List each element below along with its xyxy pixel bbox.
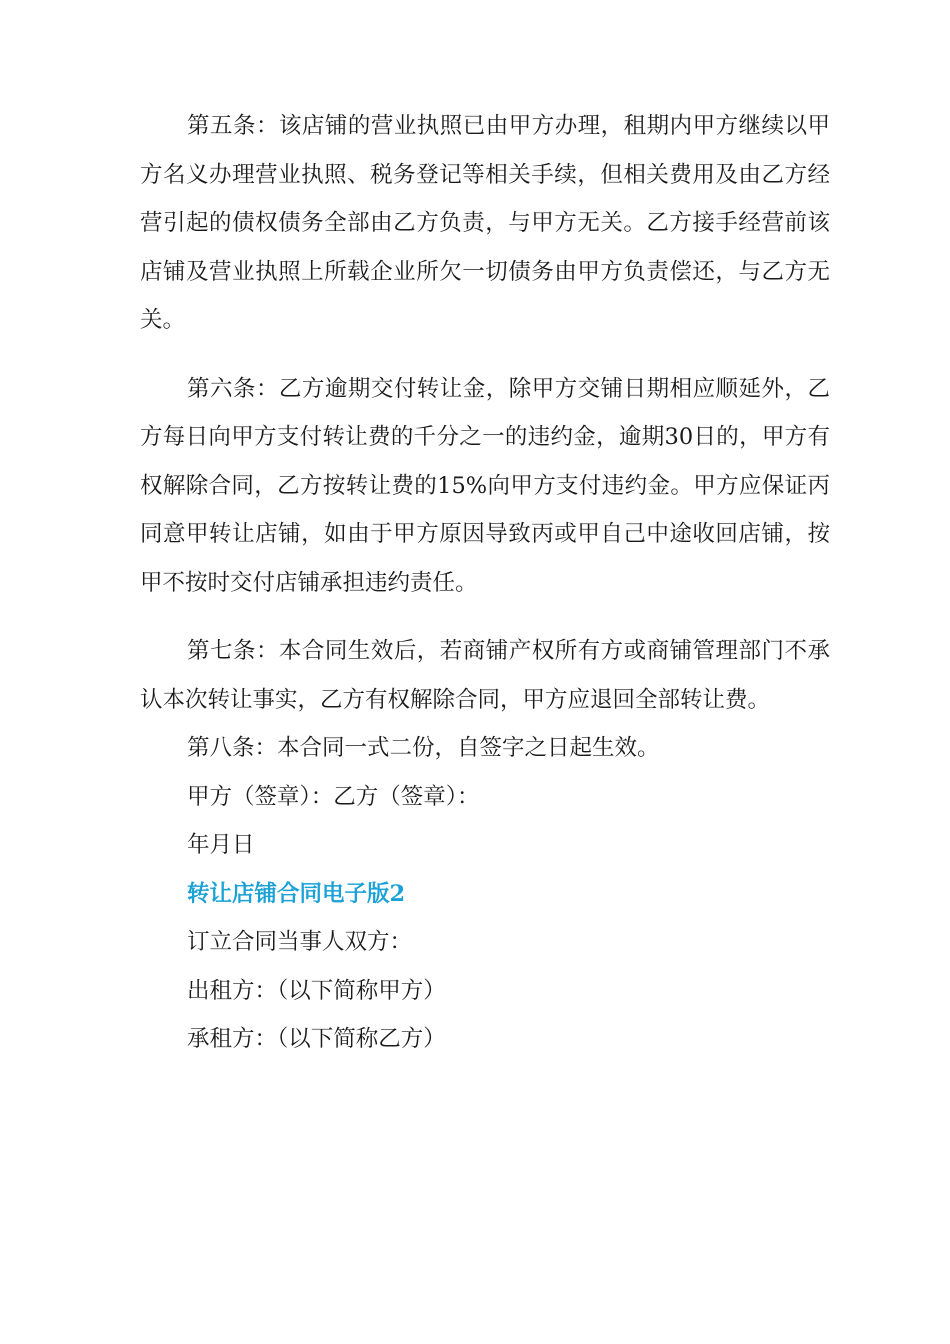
article-7-paragraph: 第七条：本合同生效后，若商铺产权所有方或商铺管理部门不承认本次转让事实，乙方有权解除合同，甲方应退回全部转让费。 <box>140 638 830 713</box>
document-body <box>140 102 830 1064</box>
parties-intro: 订立合同当事人双方： <box>187 929 413 955</box>
article-8-paragraph: 第八条：本合同一式二份，自签字之日起生效。 <box>187 735 660 761</box>
date-line: 年月日 <box>187 832 255 858</box>
article-6-paragraph: 第六条：乙方逾期交付转让金，除甲方交铺日期相应顺延外，乙方每日向甲方支付转让费的千分之一的违约金，逾期30日的，甲方有权解除合同，乙方按转让费的15%向甲方支付违约金。甲方应保证丙同意甲转让店铺，如由于甲方原因导致丙或甲自己中途收回店铺，按甲不按时交付店铺承担违约责任。 <box>140 375 830 596</box>
section-heading: 转让店铺合同电子版2 <box>187 880 406 907</box>
article-5-paragraph: 第五条：该店铺的营业执照已由甲方办理，租期内甲方继续以甲方名义办理营业执照、税务登记等相关手续，但相关费用及由乙方经营引起的债权债务全部由乙方负责，与甲方无关。乙方接手经营前该店铺及营业执照上所载企业所欠一切债务由甲方负责偿还，与乙方无关。 <box>140 113 830 333</box>
signature-line: 甲方（签章）：乙方（签章）： <box>187 783 480 810</box>
lessee-line: 承租方：（以下简称乙方） <box>187 1026 446 1052</box>
lessor-line: 出租方：（以下简称甲方） <box>187 977 446 1004</box>
